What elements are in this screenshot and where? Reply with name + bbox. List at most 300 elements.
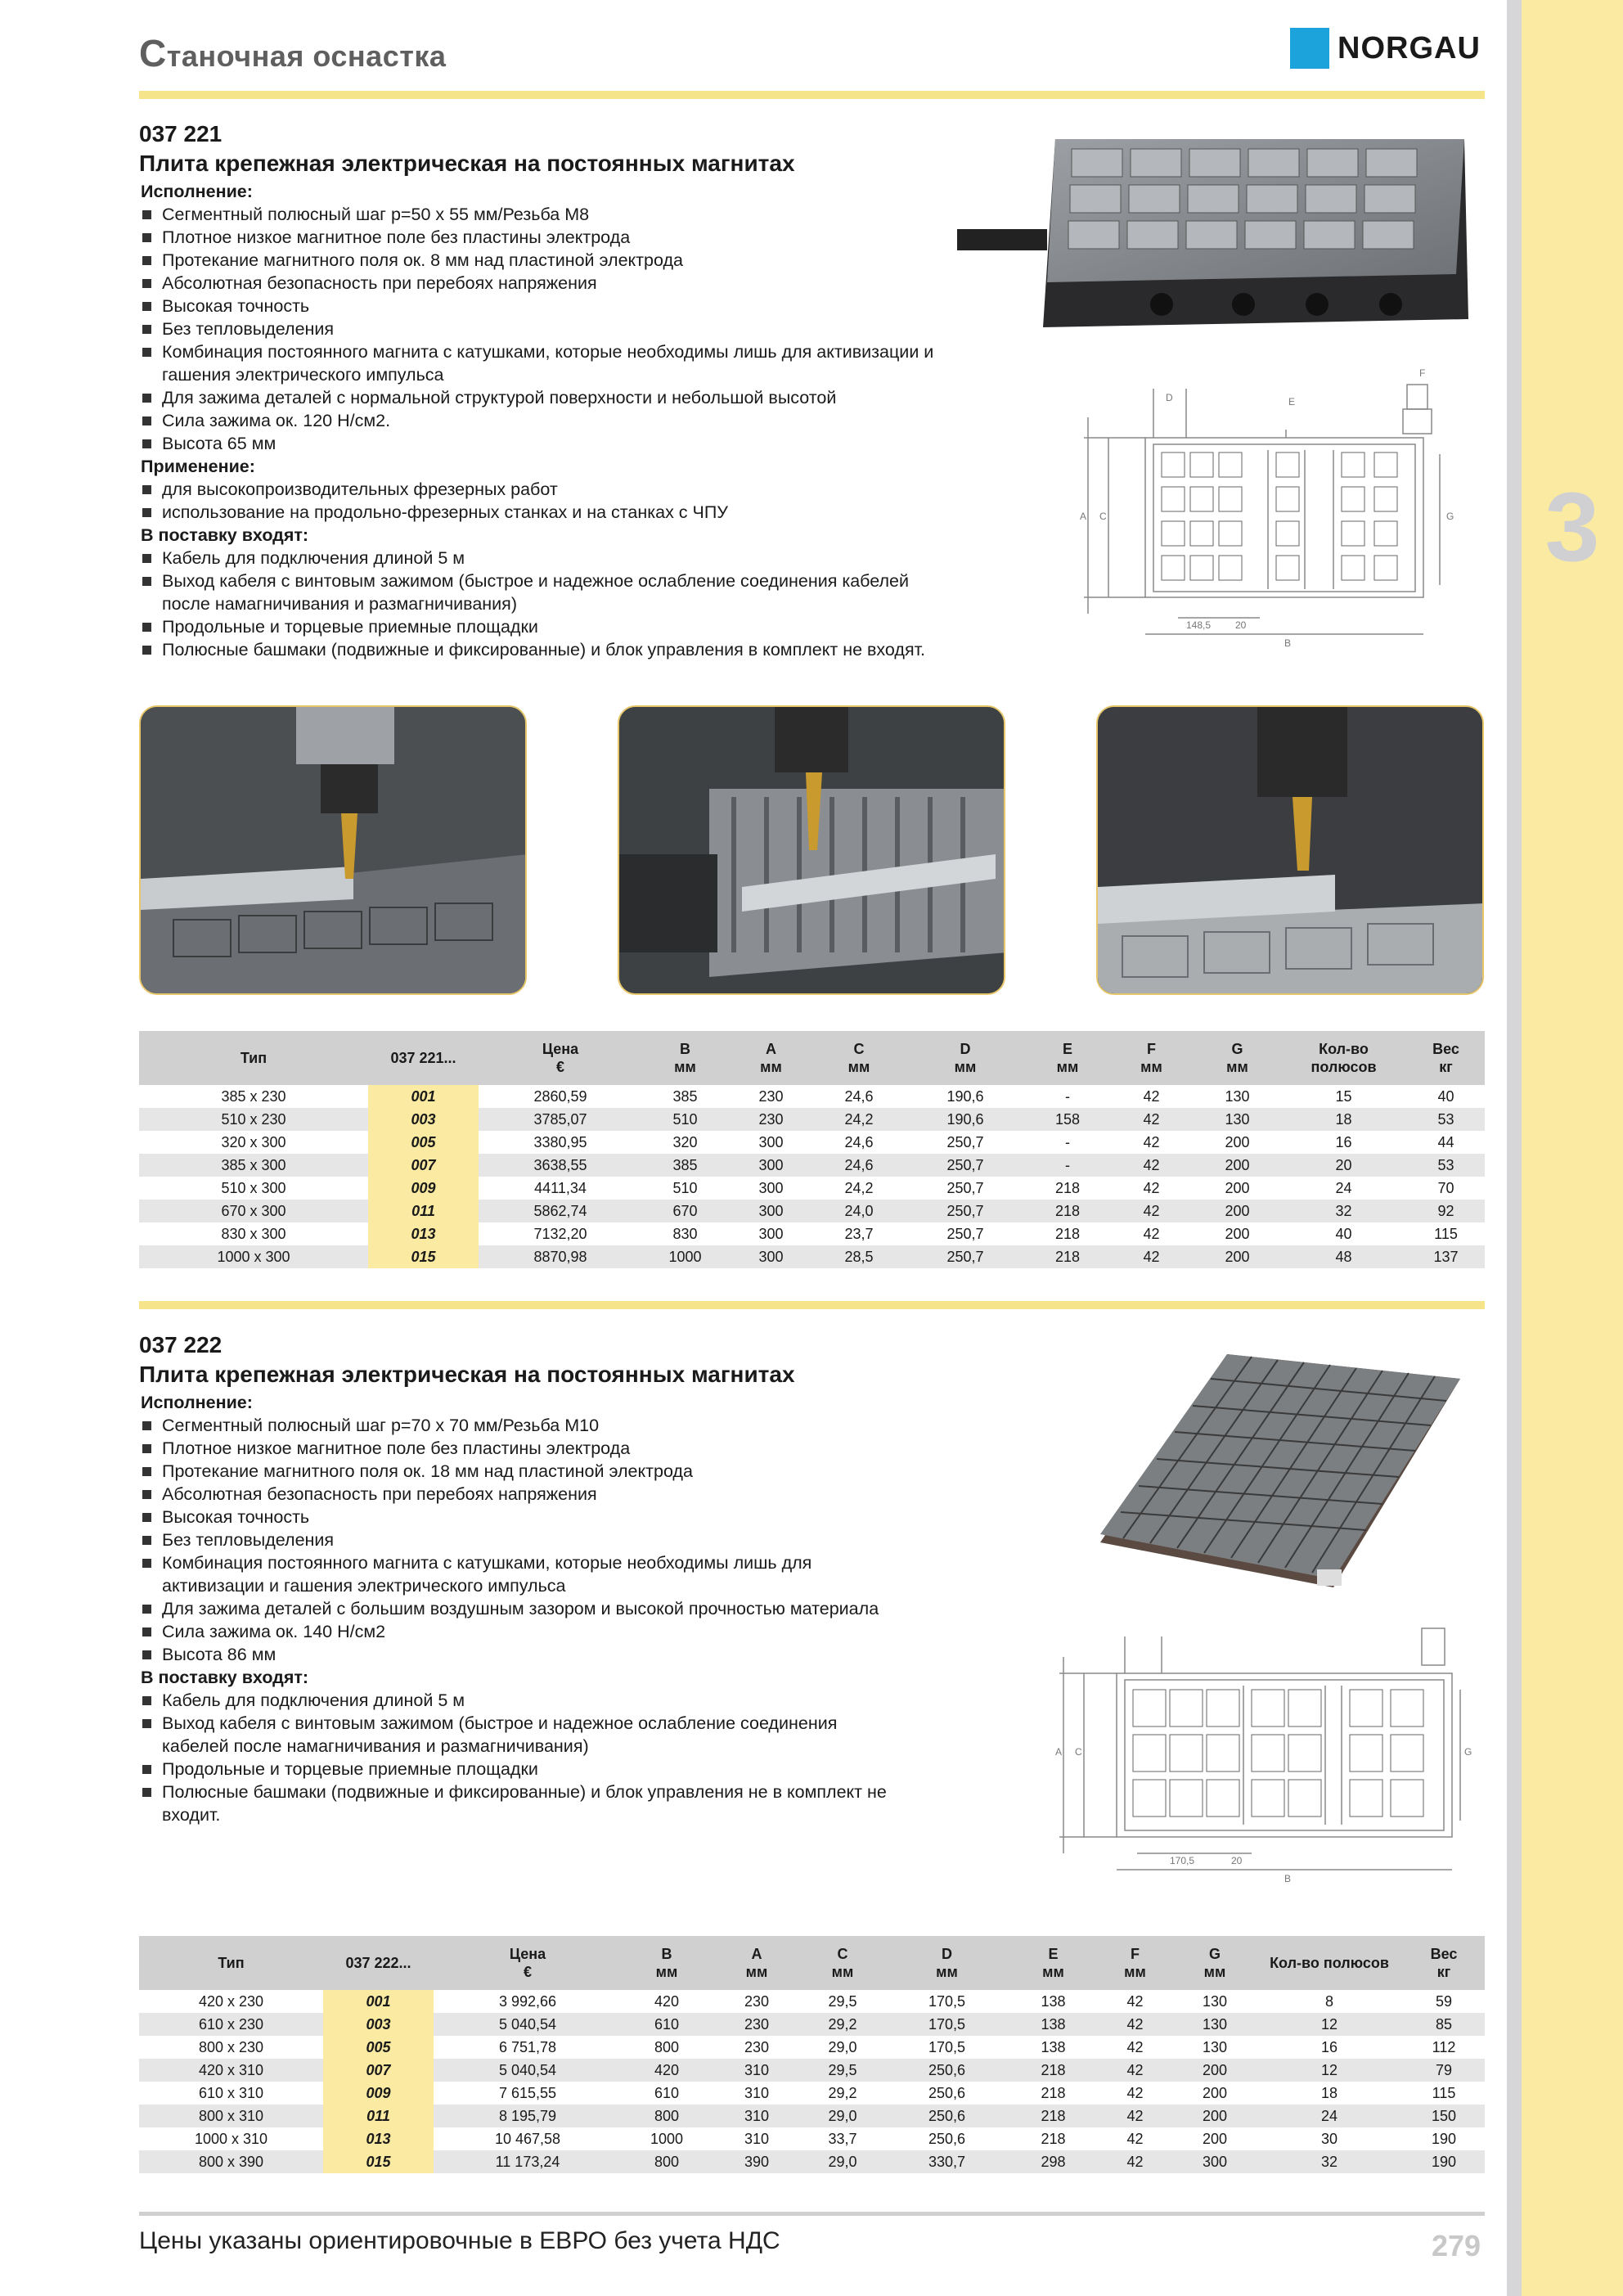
- table-cell: 230: [758, 1088, 784, 1105]
- column-header-unit: мм: [936, 1964, 958, 1980]
- list-item: использование на продольно-фрезерных станках и на станках с ЧПУ: [141, 501, 959, 524]
- drawing-label-e: E: [1288, 396, 1296, 407]
- drawing-label-d: D: [1166, 392, 1173, 403]
- list-item: Протекание магнитного поля ок. 8 мм над пластиной электрода: [141, 249, 959, 272]
- table-cell: 218: [1054, 1226, 1081, 1242]
- table-row: [139, 2127, 1485, 2150]
- table-cell: 200: [1194, 1245, 1280, 1268]
- table-row: [139, 2036, 1485, 2059]
- column-header-top: 037 222...: [345, 1955, 411, 1971]
- table-cell: 29,2: [828, 2085, 857, 2101]
- table-cell: 16: [1320, 2039, 1338, 2055]
- table-row: [139, 2105, 1485, 2127]
- list-item: Без тепловыделения: [141, 1528, 901, 1551]
- list-item: Высокая точность: [141, 1506, 901, 1528]
- table-cell: 42: [1096, 2150, 1174, 2173]
- table-cell: 170,5: [883, 2013, 1010, 2036]
- table-cell: 310: [744, 2085, 770, 2101]
- chapter-number: 3: [1544, 472, 1600, 582]
- table-cell: 330,7: [883, 2150, 1010, 2173]
- table-cell: 40: [1335, 1226, 1352, 1242]
- delivery-heading: В поставку входят:: [141, 1668, 309, 1687]
- drawing-label-b: B: [1284, 637, 1292, 649]
- table-cell: 11 173,24: [434, 2150, 622, 2173]
- page-title-rest: таночная оснастка: [166, 39, 447, 73]
- article-code-cell: 013: [368, 1222, 479, 1245]
- column-header-unit: €: [555, 1059, 564, 1075]
- table-cell: 79: [1403, 2059, 1485, 2082]
- drawing-label-d1: 148,5: [1186, 619, 1212, 631]
- table-cell: 170,5: [928, 2039, 966, 2055]
- column-header-unit: €: [523, 1964, 532, 1980]
- column-header-top: D: [960, 1041, 971, 1057]
- table-cell: 150: [1403, 2105, 1485, 2127]
- column-header: [1010, 1936, 1096, 1990]
- table-cell: 29,5: [802, 2059, 883, 2082]
- column-header: [712, 1936, 802, 1990]
- table-row: [139, 2082, 1485, 2105]
- column-header: [323, 1936, 434, 1990]
- article-code-cell: 007: [368, 1154, 479, 1177]
- article-code-cell: 005: [368, 1131, 479, 1154]
- column-header-top: Тип: [240, 1050, 268, 1066]
- table-cell: 23,7: [844, 1226, 874, 1242]
- table-cell: 42: [1108, 1200, 1194, 1222]
- table-cell: 610 x 310: [198, 2085, 264, 2101]
- table-cell: 390: [712, 2150, 802, 2173]
- table-cell: 4411,34: [534, 1180, 587, 1196]
- table-row: [139, 1177, 1485, 1200]
- column-header: [1403, 1936, 1485, 1990]
- table-cell: 30: [1320, 2131, 1338, 2147]
- column-header-top: 037 221...: [390, 1050, 456, 1066]
- article-code-cell: 001: [323, 1990, 434, 2013]
- table-cell: 218: [1054, 1180, 1081, 1196]
- table-cell: 1000: [642, 1245, 728, 1268]
- section-divider: [139, 1301, 1485, 1309]
- table-cell: 510 x 300: [221, 1180, 286, 1196]
- list-item: Абсолютная безопасность при перебоях напряжения: [141, 1483, 901, 1506]
- column-header-top: Вес: [1430, 1946, 1458, 1962]
- table-cell: 42: [1143, 1088, 1160, 1105]
- header-divider: [139, 91, 1485, 99]
- list-item: Сила зажима ок. 120 Н/см2.: [141, 409, 959, 432]
- section2-description: [141, 1391, 901, 1826]
- table-cell: 800: [622, 2105, 712, 2127]
- list-item: Плотное низкое магнитное поле без пластины электрода: [141, 1437, 901, 1460]
- table-cell: 310: [712, 2105, 802, 2127]
- column-header-top: F: [1131, 1946, 1140, 1962]
- list-item: Высота 65 мм: [141, 432, 959, 455]
- column-header: [1096, 1936, 1174, 1990]
- table-cell: 32: [1280, 1200, 1407, 1222]
- table-cell: 800: [622, 2150, 712, 2173]
- list-item: Для зажима деталей с большим воздушным зазором и высокой прочностью материала: [141, 1597, 901, 1620]
- article-code-cell: 003: [323, 2013, 434, 2036]
- table-cell: 3785,07: [479, 1108, 642, 1131]
- table-row: [139, 2059, 1485, 2082]
- article-code-cell: 011: [323, 2105, 434, 2127]
- table-cell: 385: [642, 1154, 728, 1177]
- table-cell: 300: [758, 1180, 784, 1196]
- table-row: [139, 1131, 1485, 1154]
- table-cell: 42: [1096, 2013, 1174, 2036]
- table-row: [139, 2150, 1485, 2173]
- table-row: [139, 1200, 1485, 1222]
- table-cell: 8870,98: [479, 1245, 642, 1268]
- table-cell: 190: [1431, 2131, 1457, 2147]
- article-code-cell: 011: [368, 1200, 479, 1222]
- drawing2-label-c: C: [1075, 1746, 1082, 1758]
- price-note: Цены указаны ориентировочные в ЕВРО без учета НДС: [139, 2227, 780, 2254]
- article-code-cell: 001: [368, 1085, 479, 1108]
- table-cell: 53: [1407, 1108, 1485, 1131]
- table-cell: 250,6: [883, 2059, 1010, 2082]
- table-cell: 42: [1108, 1108, 1194, 1131]
- table-cell: 230: [712, 2013, 802, 2036]
- table-cell: 230: [744, 1993, 770, 2010]
- table-cell: 385 x 300: [139, 1154, 368, 1177]
- list-item: Полюсные башмаки (подвижные и фиксированные) и блок управления в комплект не входят.: [141, 638, 959, 661]
- table-cell: 310: [744, 2131, 770, 2147]
- table-cell: 250,7: [946, 1226, 984, 1242]
- technical-drawing-037221: [1080, 356, 1464, 671]
- table-cell: 385 x 230: [221, 1088, 286, 1105]
- column-header-unit: мм: [1203, 1964, 1226, 1980]
- column-header-unit: кг: [1439, 1059, 1453, 1075]
- table-cell: 18: [1280, 1108, 1407, 1131]
- table-cell: 170,5: [928, 1993, 966, 2010]
- product-photo-037221: [957, 131, 1481, 344]
- table-cell: 250,7: [904, 1200, 1027, 1222]
- section1-description: [141, 180, 959, 661]
- article-code-cell: 009: [368, 1177, 479, 1200]
- table-cell: 24: [1335, 1180, 1352, 1196]
- table-cell: 8: [1324, 1993, 1333, 2010]
- table-cell: 24,6: [844, 1088, 874, 1105]
- list-item: Высота 86 мм: [141, 1643, 901, 1666]
- list-item: для высокопроизводительных фрезерных работ: [141, 478, 959, 501]
- column-header-top: B: [680, 1041, 690, 1057]
- table-cell: 3 992,66: [498, 1993, 557, 2010]
- table-cell: 510 x 230: [139, 1108, 368, 1131]
- table-cell: 218: [1041, 2085, 1066, 2101]
- table-cell: 12: [1256, 2013, 1403, 2036]
- table-cell: 6 751,78: [498, 2039, 557, 2055]
- table-cell: 190,6: [946, 1088, 984, 1105]
- list-item: Комбинация постоянного магнита с катушками, которые необходимы лишь для активизации и гашения электрического импульса: [141, 340, 959, 386]
- table-cell: 130: [1202, 1993, 1228, 2010]
- table-cell: 200: [1202, 2131, 1228, 2147]
- table-cell: 42: [1096, 2105, 1174, 2127]
- column-header-top: D: [942, 1946, 952, 1962]
- drawing-label-d2: 20: [1235, 619, 1247, 631]
- column-header-top: A: [766, 1041, 776, 1057]
- table-cell: 42: [1126, 2085, 1144, 2101]
- table-cell: 18: [1320, 2085, 1338, 2101]
- column-header-top: Вес: [1432, 1041, 1459, 1057]
- list-item: Для зажима деталей с нормальной структурой поверхности и небольшой высотой: [141, 386, 959, 409]
- table-cell: 420: [622, 2059, 712, 2082]
- column-header: [434, 1936, 622, 1990]
- table-cell: 15: [1335, 1088, 1352, 1105]
- column-header-top: E: [1048, 1946, 1059, 1962]
- column-header-unit: мм: [1140, 1059, 1162, 1075]
- list-item: Высокая точность: [141, 295, 959, 317]
- page-title-first-letter: С: [139, 32, 167, 74]
- table-cell: 130: [1202, 2039, 1228, 2055]
- column-header: [1280, 1031, 1407, 1085]
- drawing2-label-b: B: [1284, 1873, 1292, 1884]
- table-cell: 42: [1143, 1180, 1160, 1196]
- list-item: Абсолютная безопасность при перебоях напряжения: [141, 272, 959, 295]
- list-item: Протекание магнитного поля ок. 18 мм над пластиной электрода: [141, 1460, 901, 1483]
- column-header-unit: мм: [745, 1964, 768, 1980]
- footer-divider: [139, 2212, 1485, 2216]
- column-header-unit: мм: [954, 1059, 977, 1075]
- table-cell: 200: [1202, 2085, 1228, 2101]
- column-header: [814, 1031, 904, 1085]
- table-cell: 24,2: [814, 1108, 904, 1131]
- column-header-top: Цена: [542, 1041, 579, 1057]
- side-rail-yellow: [1522, 0, 1623, 2296]
- table-row: [139, 1990, 1485, 2013]
- table-cell: 510: [642, 1108, 728, 1131]
- table-cell: 1000 x 310: [194, 2131, 268, 2147]
- table-cell: 5 040,54: [434, 2059, 622, 2082]
- list-item: Продольные и торцевые приемные площадки: [141, 1758, 901, 1781]
- table-row: [139, 1245, 1485, 1268]
- table-cell: 33,7: [828, 2131, 857, 2147]
- drawing-label-f: F: [1419, 367, 1426, 379]
- table-cell: 218: [1010, 2059, 1096, 2082]
- table-cell: 70: [1437, 1180, 1454, 1196]
- drawing2-label-d2: 20: [1231, 1855, 1243, 1866]
- table-cell: 42: [1143, 1226, 1160, 1242]
- table-cell: 250,7: [904, 1245, 1027, 1268]
- column-header-unit: мм: [1124, 1964, 1146, 1980]
- drawing2-label-g: G: [1464, 1746, 1472, 1758]
- table-cell: 29,0: [802, 2150, 883, 2173]
- table-cell: 92: [1407, 1200, 1485, 1222]
- table-cell: 800 x 310: [139, 2105, 323, 2127]
- table-cell: 59: [1435, 1993, 1453, 2010]
- column-header: [1194, 1031, 1280, 1085]
- column-header: [479, 1031, 642, 1085]
- table-cell: 200: [1225, 1226, 1250, 1242]
- article-code-cell: 009: [323, 2082, 434, 2105]
- table-cell: 42: [1126, 2039, 1144, 2055]
- table-cell: 300: [728, 1245, 814, 1268]
- table-cell: 385: [672, 1088, 698, 1105]
- table-cell: 42: [1143, 1134, 1160, 1150]
- table-cell: 29,2: [802, 2013, 883, 2036]
- table-cell: 250,6: [928, 2085, 966, 2101]
- table-cell: 10 467,58: [494, 2131, 561, 2147]
- table-cell: 42: [1126, 1993, 1144, 2010]
- spec-table-037222: [139, 1936, 1485, 2173]
- spec-table-037221: [139, 1031, 1485, 1268]
- column-header: [802, 1936, 883, 1990]
- table-cell: 158: [1027, 1108, 1108, 1131]
- table-cell: 1000: [650, 2131, 684, 2147]
- table-cell: 130: [1174, 2013, 1256, 2036]
- table-cell: 44: [1437, 1134, 1454, 1150]
- column-header-top: Кол-во полюсов: [1270, 1955, 1389, 1971]
- table-cell: 115: [1432, 2085, 1456, 2101]
- column-header-top: Цена: [509, 1946, 546, 1962]
- table-cell: 32: [1256, 2150, 1403, 2173]
- table-cell: 5862,74: [479, 1200, 642, 1222]
- article-code-cell: 007: [323, 2059, 434, 2082]
- column-header-unit: мм: [847, 1059, 870, 1075]
- table-row: [139, 1085, 1485, 1108]
- table-cell: 3638,55: [479, 1154, 642, 1177]
- column-header-unit: мм: [1056, 1059, 1079, 1075]
- table-cell: 830 x 300: [221, 1226, 286, 1242]
- table-cell: 112: [1432, 2039, 1456, 2055]
- column-header: [904, 1031, 1027, 1085]
- table-cell: 610: [622, 2013, 712, 2036]
- table-cell: 250,6: [928, 2131, 966, 2147]
- list-item: Полюсные башмаки (подвижные и фиксированные) и блок управления не в комплект не входит.: [141, 1781, 901, 1826]
- table-cell: 20: [1280, 1154, 1407, 1177]
- table-cell: 200: [1225, 1134, 1250, 1150]
- table-cell: 230: [728, 1108, 814, 1131]
- column-header-top: C: [837, 1946, 848, 1962]
- table-cell: 5 040,54: [434, 2013, 622, 2036]
- machining-photo-3: [1096, 705, 1484, 995]
- list-item: Выход кабеля с винтовым зажимом (быстрое и надежное ослабление соединения кабелей после намагничивания и размагничивания): [141, 1712, 901, 1758]
- table-cell: 190: [1403, 2150, 1485, 2173]
- table-cell: 24: [1256, 2105, 1403, 2127]
- table-cell: 420 x 230: [198, 1993, 264, 2010]
- design-heading: Исполнение:: [141, 182, 253, 201]
- column-header-unit: мм: [674, 1059, 696, 1075]
- table-cell: 29,0: [802, 2105, 883, 2127]
- table-cell: 24,6: [814, 1154, 904, 1177]
- column-header: [883, 1936, 1010, 1990]
- table-cell: 200: [1174, 2105, 1256, 2127]
- table-cell: 1000 x 300: [139, 1245, 368, 1268]
- column-header-unit: мм: [1226, 1059, 1248, 1075]
- table-cell: 250,7: [904, 1154, 1027, 1177]
- table-cell: -: [1027, 1154, 1108, 1177]
- column-header-top: Тип: [218, 1955, 245, 1971]
- table-cell: 130: [1225, 1088, 1250, 1105]
- page-title: [139, 31, 446, 75]
- section2-sku: 037 222: [139, 1332, 223, 1357]
- section2-title: Плита крепежная электрическая на постоянных магнитах: [139, 1362, 795, 1387]
- table-cell: 320: [672, 1134, 698, 1150]
- table-cell: 300: [1174, 2150, 1256, 2173]
- table-cell: 320 x 300: [221, 1134, 286, 1150]
- column-header: [139, 1031, 368, 1085]
- machining-photo-2: [618, 705, 1005, 995]
- table-cell: 85: [1403, 2013, 1485, 2036]
- article-code-cell: 005: [323, 2036, 434, 2059]
- table-cell: 40: [1437, 1088, 1454, 1105]
- table-cell: 300: [728, 1154, 814, 1177]
- list-item: Кабель для подключения длиной 5 м: [141, 547, 959, 569]
- table-cell: 230: [744, 2039, 770, 2055]
- column-header-unit: полюсов: [1311, 1059, 1377, 1075]
- table-cell: 830: [672, 1226, 698, 1242]
- table-cell: 115: [1434, 1226, 1458, 1242]
- column-header-top: E: [1062, 1041, 1072, 1057]
- side-rail-grey: [1507, 0, 1522, 2296]
- table-cell: 300: [758, 1134, 784, 1150]
- table-cell: 2860,59: [533, 1088, 587, 1105]
- table-cell: 200: [1194, 1154, 1280, 1177]
- table-cell: 310: [712, 2059, 802, 2082]
- table-cell: 190,6: [904, 1108, 1027, 1131]
- column-header: [622, 1936, 712, 1990]
- table-cell: 218: [1027, 1200, 1108, 1222]
- table-cell: 137: [1407, 1245, 1485, 1268]
- table-cell: 138: [1041, 1993, 1066, 2010]
- list-item: Комбинация постоянного магнита с катушками, которые необходимы лишь для активизации и гашения электрического импульса: [141, 1551, 901, 1597]
- column-header: [139, 1936, 323, 1990]
- column-header-top: G: [1231, 1041, 1243, 1057]
- table-cell: 670 x 300: [139, 1200, 368, 1222]
- logo-text: NORGAU: [1338, 30, 1481, 65]
- list-item: Плотное низкое магнитное поле без пластины электрода: [141, 226, 959, 249]
- section1-sku: 037 221: [139, 121, 223, 146]
- table-cell: 3380,95: [533, 1134, 587, 1150]
- list-item: Сила зажима ок. 140 Н/см2: [141, 1620, 901, 1643]
- drawing-label-a: A: [1080, 511, 1087, 522]
- section1-title: Плита крепежная электрическая на постоянных магнитах: [139, 151, 795, 176]
- table-cell: 298: [1010, 2150, 1096, 2173]
- table-cell: 200: [1225, 1180, 1250, 1196]
- column-header-top: F: [1147, 1041, 1156, 1057]
- table-cell: 42: [1108, 1154, 1194, 1177]
- column-header-top: G: [1208, 1946, 1221, 1962]
- list-item: Выход кабеля с винтовым зажимом (быстрое и надежное ослабление соединения кабелей после намагничивания и размагничивания): [141, 569, 959, 615]
- table-cell: -: [1065, 1088, 1070, 1105]
- table-cell: 610 x 230: [139, 2013, 323, 2036]
- column-header-top: A: [751, 1946, 762, 1962]
- list-item: Продольные и торцевые приемные площадки: [141, 615, 959, 638]
- table-cell: 218: [1027, 1245, 1108, 1268]
- table-cell: 24,2: [844, 1180, 874, 1196]
- table-cell: 42: [1096, 2059, 1174, 2082]
- table-cell: 24,6: [844, 1134, 874, 1150]
- table-cell: 800: [654, 2039, 680, 2055]
- table-cell: 218: [1010, 2105, 1096, 2127]
- table-cell: 29,5: [828, 1993, 857, 2010]
- table-cell: 28,5: [814, 1245, 904, 1268]
- column-header: [1256, 1936, 1403, 1990]
- list-item: Сегментный полюсный шаг p=70 x 70 мм/Резьба M10: [141, 1414, 901, 1437]
- table-cell: 250,7: [946, 1180, 984, 1196]
- column-header-top: C: [853, 1041, 865, 1057]
- table-cell: 130: [1194, 1108, 1280, 1131]
- table-cell: 48: [1280, 1245, 1407, 1268]
- column-header: [1108, 1031, 1194, 1085]
- page-number: 279: [1432, 2229, 1481, 2262]
- table-row: [139, 1108, 1485, 1131]
- table-cell: 670: [642, 1200, 728, 1222]
- table-cell: 8 195,79: [434, 2105, 622, 2127]
- table-row: [139, 1154, 1485, 1177]
- norgau-logo: [1290, 28, 1481, 69]
- table-cell: 42: [1126, 2131, 1144, 2147]
- column-header: [728, 1031, 814, 1085]
- drawing-label-g: G: [1446, 511, 1454, 522]
- table-cell: 610: [654, 2085, 680, 2101]
